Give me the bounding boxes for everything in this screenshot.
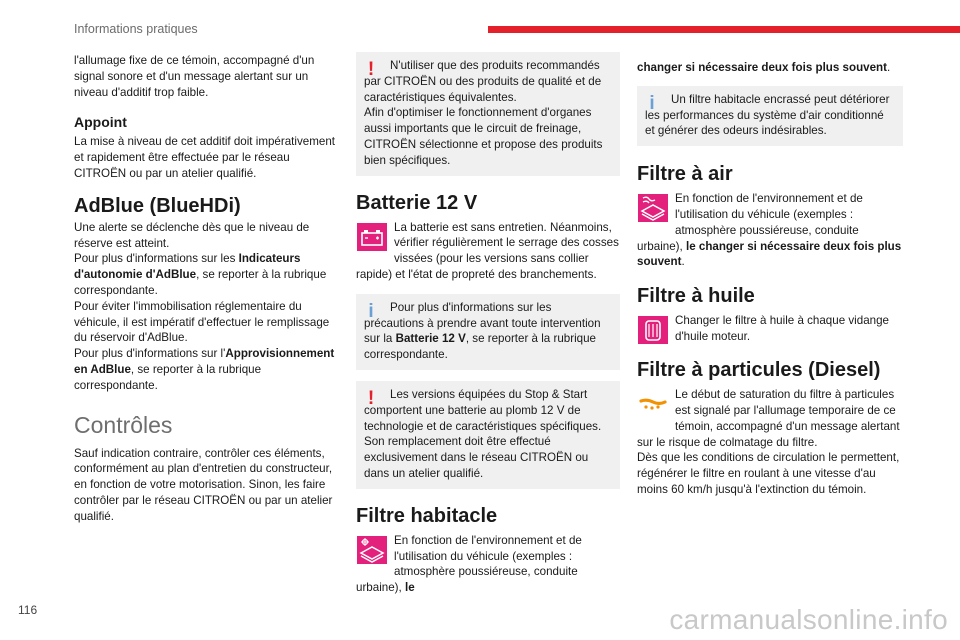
air-filter-end: . [681, 255, 685, 269]
warning-box-products [356, 52, 620, 176]
particle-filter-paragraph-2: Dès que les conditions de circulation le permettent, régénérer le filtre en roulant à une vitesse d'au moins 60 km/h jusqu'à l'extinction du témoin. [637, 451, 900, 496]
adblue-paragraph-2 [74, 251, 344, 298]
air-filter-text: En fonction de l'environnement et de l'utilisation du véhicule (exemples : atmosphère poussiéreuse, conduite urbaine), [637, 192, 863, 253]
habitacle-cont-bold: changer si nécessaire deux fois plus souvent [637, 61, 888, 74]
air-filter-bold: le changer si nécessaire deux fois plus souvent [637, 239, 902, 269]
particle-filter-block [637, 387, 903, 498]
air-filter-paragraph [637, 191, 903, 270]
habitacle-text: En fonction de l'environnement et de l'utilisation du véhicule (exemples : atmosphère poussiéreuse, conduite urbaine), [356, 533, 582, 595]
habitacle-paragraph [356, 533, 620, 596]
warning-icon: ! [367, 387, 375, 409]
adblue-p4-text: Pour plus d'informations sur l' [74, 347, 226, 361]
warning-box-stop-start [356, 381, 620, 489]
adblue-p2-end: , se reporter à la rubrique correspondante. [74, 268, 327, 297]
air-filter-block [637, 191, 903, 270]
adblue-supply-ref: Approvisionnement en AdBlue [74, 347, 335, 376]
info-cabin-filter-text: Un filtre habitacle encrassé peut détériorer les performances du système d'air conditionné et générer des odeurs indésirables. [645, 92, 890, 138]
adblue-p2-text: Pour plus d'informations sur les [74, 252, 239, 266]
habitacle-block [356, 533, 620, 596]
controles-paragraph: Sauf indication contraire, contrôler ces éléments, conformément au plan d'entretien du constructeur, en fonction de votre motorisation. Sinon, les faire contrôler par le réseau CITROËN ou par un atelier qualifié. [74, 446, 333, 523]
habitacle-cont-end: . [887, 61, 891, 74]
info-box-battery [356, 294, 620, 370]
info-battery-text [364, 300, 612, 363]
info-battery-ref: Batterie 12 V [395, 332, 466, 346]
batterie-heading: Batterie 12 V [356, 191, 478, 214]
appoint-heading: Appoint [74, 114, 127, 131]
warning-products-line-2: Afin d'optimiser le fonctionnement d'organes aussi importants que le circuit de freinage, CITROËN sélectionne et propose des produits bien spécifiques. [364, 106, 603, 167]
oil-filter-paragraph: Changer le filtre à huile à chaque vidange d'huile moteur. [675, 314, 889, 343]
adblue-paragraph-3: Pour éviter l'immobilisation réglementaire du véhicule, il est impératif d'effectuer le remplissage du réservoir d'AdBlue. [74, 299, 330, 345]
battery-maintenance-icon [356, 222, 388, 252]
intro-paragraph: l'allumage fixe de ce témoin, accompagné d'un signal sonore et d'un message alertant sur un niveau d'additif trop faible. [74, 54, 315, 99]
adblue-heading: AdBlue (BlueHDi) [74, 194, 241, 217]
cabin-filter-icon [356, 535, 388, 565]
page-number: 116 [18, 603, 38, 617]
habitacle-continuation [637, 60, 903, 76]
warning-icon: ! [367, 59, 375, 80]
batterie-block [356, 220, 620, 283]
particle-filter-warning-icon [637, 389, 669, 419]
adblue-p4-end: , se reporter à la rubrique correspondante. [74, 362, 262, 392]
air-filter-icon [637, 193, 669, 223]
header-accent-bar [488, 26, 960, 33]
appoint-paragraph: La mise à niveau de cet additif doit impérativement et rapidement être effectuée par le réseau CITROËN ou par un atelier qualifié. [74, 135, 336, 180]
info-box-cabin-filter [637, 86, 903, 146]
habitacle-bold: le [404, 581, 415, 595]
warning-stop-start-line-1: Les versions équipées du Stop & Start comportent une batterie au plomb 12 V de technologie et de caractéristiques spécifiques. [364, 387, 602, 433]
info-icon: i [649, 92, 655, 114]
info-battery-a: Pour plus d'informations sur les précautions à prendre avant toute intervention sur la [364, 300, 601, 346]
column-3 [637, 52, 903, 498]
adblue-paragraph-1: Une alerte se déclenche dès que le niveau de réserve est atteint. [74, 220, 310, 250]
warning-products-line-1: N'utiliser que des produits recommandés par CITROËN ou des produits de qualité et de caractéristiques équivalentes. [364, 59, 602, 104]
column-2 [356, 52, 620, 596]
air-filter-heading: Filtre à air [637, 163, 733, 186]
oil-filter-heading: Filtre à huile [637, 285, 755, 308]
running-header: Informations pratiques [74, 22, 198, 36]
particle-filter-heading: Filtre à particules (Diesel) [637, 359, 881, 382]
oil-filter-icon [637, 315, 669, 345]
info-battery-c: , se reporter à la rubrique correspondante. [364, 332, 597, 362]
controles-heading: Contrôles [74, 411, 173, 438]
watermark: carmanualsonline.info [669, 604, 948, 635]
particle-filter-paragraph-1: Le début de saturation du filtre à particules est signalé par l'allumage temporaire de ce témoin, accompagné d'un message alertant sur le risque de colmatage du filtre. [637, 388, 900, 449]
oil-filter-block [637, 313, 903, 346]
batterie-paragraph: La batterie est sans entretien. Néanmoins, vérifier régulièrement le serrage des cosses vissées (pour les versions sans collier rapide) et l'état de propreté des branchements. [356, 220, 619, 281]
info-icon: i [368, 300, 374, 322]
adblue-autonomy-ref: Indicateurs d'autonomie d'AdBlue [74, 252, 301, 282]
habitacle-heading: Filtre habitacle [356, 504, 498, 527]
adblue-paragraph-4 [74, 346, 344, 393]
column-1 [74, 52, 344, 525]
warning-stop-start-line-2: Son remplacement doit être effectué exclusivement dans le réseau CITROËN ou dans un atelier qualifié. [364, 435, 589, 480]
